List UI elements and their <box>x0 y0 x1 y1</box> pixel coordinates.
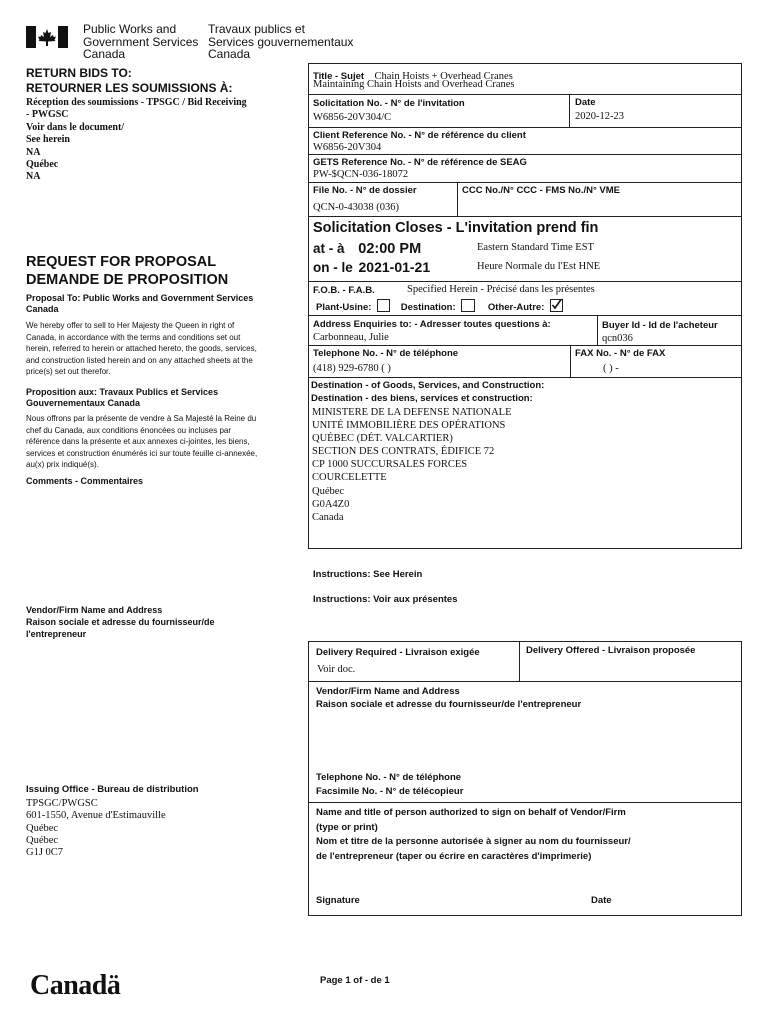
destination-label-fr: Destination - des biens, services et construction: <box>311 393 533 404</box>
vendor-name-label-en: Vendor/Firm Name and Address <box>316 686 460 697</box>
vendor-phone-label: Telephone No. - N° de téléphone <box>316 772 462 783</box>
other-label: Other-Autre: <box>487 302 545 313</box>
return-bids-address: Réception des soumissions - TPSGC / Bid Receiving - PWGSC Voir dans le document/ See herein NA Québec NA <box>26 97 247 183</box>
file-label: File No. - N° de dossier <box>313 185 417 196</box>
instructions-en: Instructions: See Herein <box>313 569 423 580</box>
gets-value: PW-$QCN-036-18072 <box>313 169 409 180</box>
destination-checkbox[interactable] <box>461 299 475 312</box>
rfp-title-fr: DEMANDE DE PROPOSITION <box>26 272 229 288</box>
authorized-signer-label: Name and title of person authorized to sign on behalf of Vendor/Firm (type or print) Nom et titre de la personne autorisée à signer au nom du fournisseur/ de l'entrepreneur (taper ou écrire en caractères d'imprimerie) <box>316 807 631 862</box>
return-bids-title-en: RETURN BIDS TO: <box>26 66 132 80</box>
gets-label: GETS Reference No. - N° de référence de SEAG <box>313 157 527 168</box>
return-bids-title-fr: RETOURNER LES SOUMISSIONS À: <box>26 81 233 95</box>
date-value: 2020-12-23 <box>575 111 624 122</box>
fob-label: F.O.B. - F.A.B. <box>313 285 375 296</box>
department-name-en: Public Works and Government Services Canada <box>83 22 199 61</box>
buyer-id-label: Buyer Id - Id de l'acheteur <box>602 320 718 331</box>
closing-time-row <box>313 241 421 257</box>
vendor-name-label-fr: Raison sociale et adresse du fournisseur/de l'entrepreneur <box>316 699 582 710</box>
vendor-left-label: Vendor/Firm Name and Address Raison sociale et adresse du fournisseur/de l'entrepreneur <box>26 605 215 639</box>
closes-title: Solicitation Closes - L'invitation prend fin <box>313 220 599 236</box>
fob-options <box>316 299 563 313</box>
client-ref-label: Client Reference No. - N° de référence du client <box>313 130 526 141</box>
proposal-to-label: Proposal To: Public Works and Government Services Canada <box>26 293 254 314</box>
telephone-value: (418) 929-6780 ( ) <box>313 363 391 374</box>
canada-flag-icon <box>26 26 68 48</box>
signature-label: Signature <box>316 895 360 906</box>
timezone-fr: Heure Normale du l'Est HNE <box>477 261 601 272</box>
checkmark-icon <box>551 299 562 310</box>
at-label: at - à <box>313 241 345 256</box>
closing-date-row <box>313 259 430 275</box>
title-label: Title - Sujet <box>313 71 365 82</box>
timezone-en: Eastern Standard Time EST <box>477 242 594 253</box>
closing-date-value: 2021-01-21 <box>358 259 431 275</box>
canada-wordmark: Canadä <box>30 970 121 1001</box>
fob-value: Specified Herein - Précisé dans les présentes <box>407 284 595 295</box>
vendor-fax-label: Facsimile No. - N° de télécopieur <box>316 786 464 797</box>
telephone-label: Telephone No. - N° de téléphone <box>313 348 459 359</box>
fax-value: ( ) - <box>603 363 619 374</box>
buyer-id-value: qcn036 <box>602 333 633 344</box>
proposition-label: Proposition aux: Travaux Publics et Services Gouvernementaux Canada <box>26 387 219 408</box>
file-value: QCN-0-43038 (036) <box>313 202 400 213</box>
date-label: Date <box>575 97 596 108</box>
delivery-offered-field[interactable] <box>524 660 738 678</box>
title-value-2: Maintaining Chain Hoists and Overhead Cranes <box>313 79 515 90</box>
department-name-fr: Travaux publics et Services gouvernementaux Canada <box>208 22 354 61</box>
destination-label-en: Destination - of Goods, Services, and Construction: <box>311 380 545 391</box>
destination-address: MINISTERE DE LA DEFENSE NATIONALE UNITÉ IMMOBILIÈRE DES OPÉRATIONS QUÉBEC (DÉT. VALCARTIER) SECTION DES CONTRATS, ÉDIFICE 72 CP 1000 SUCCURSALES FORCES COURCELETTE Québec G0A4Z0 Canada <box>312 407 512 523</box>
address-enquiries-label: Address Enquiries to: - Adresser toutes questions à: <box>313 319 551 330</box>
authorized-signer-field[interactable] <box>314 865 738 891</box>
delivery-required-label: Delivery Required - Livraison exigée <box>316 647 480 658</box>
fax-label: FAX No. - N° de FAX <box>575 348 666 359</box>
address-enquiries-value: Carbonneau, Julie <box>313 332 389 343</box>
rfp-title-en: REQUEST FOR PROPOSAL <box>26 254 217 270</box>
signature-date-label: Date <box>591 895 612 906</box>
delivery-offered-label: Delivery Offered - Livraison proposée <box>526 645 696 656</box>
proposition-text: Nous offrons par la présente de vendre à Sa Majesté la Reine du chef du Canada, aux conditions énoncées ou incluses par référence dans la présente et aux annexes ci-jointes, les biens, services et construction énumérés ici sur toute feuille ci-annexée, au(x) prix indiqué(s). <box>26 414 258 469</box>
ccc-label: CCC No./N° CCC - FMS No./N° VME <box>462 185 621 196</box>
solicitation-value: W6856-20V304/C <box>313 112 392 123</box>
other-checkbox[interactable] <box>550 299 563 312</box>
plant-checkbox[interactable] <box>377 299 390 312</box>
vendor-name-field[interactable] <box>314 713 738 769</box>
proposal-to-text: We hereby offer to sell to Her Majesty the Queen in right of Canada, in accordance with the terms and conditions set out herein, referred to herein or attached hereto, the goods, services, and construction listed herein and on any attached sheets at the price(s) set out therefor. <box>26 321 257 376</box>
issuing-office-label: Issuing Office - Bureau de distribution <box>26 784 199 795</box>
issuing-office-address: TPSGC/PWGSC 601-1550, Avenue d'Estimauville Québec Québec G1J 0C7 <box>26 798 166 859</box>
plant-label: Plant-Usine: <box>316 302 372 313</box>
comments-label: Comments - Commentaires <box>26 476 144 486</box>
closing-time-value: 02:00 PM <box>358 241 422 257</box>
instructions-fr: Instructions: Voir aux présentes <box>313 594 458 605</box>
page-number: Page 1 of - de 1 <box>320 975 390 986</box>
on-label: on - le <box>313 260 353 275</box>
client-ref-value: W6856-20V304 <box>313 142 382 153</box>
delivery-required-value: Voir doc. <box>317 664 356 675</box>
solicitation-label: Solicitation No. - N° de l'invitation <box>313 98 465 109</box>
title-value: Chain Hoists + Overhead Cranes <box>374 71 513 82</box>
destination-label: Destination: <box>400 302 456 313</box>
